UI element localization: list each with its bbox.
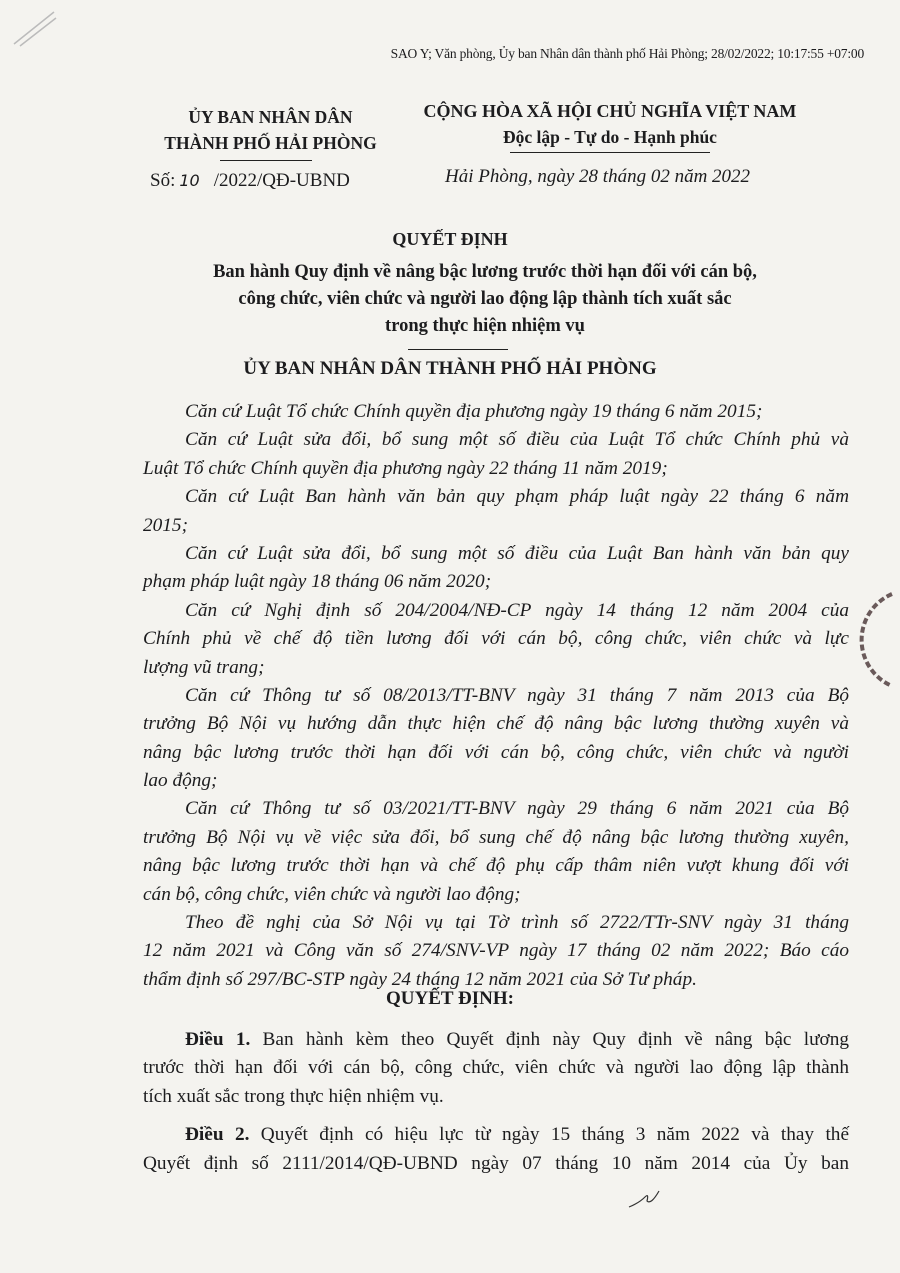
- number-suffix: /2022/QĐ-UBND: [213, 170, 350, 191]
- legal-basis-paragraph: [143, 426, 849, 483]
- legal-basis-line: trưởng Bộ Nội vụ về việc sửa đổi, bổ sung chế độ nâng bậc lương thường xuyên,: [143, 826, 849, 848]
- number-handwritten: 10: [179, 171, 200, 190]
- legal-bases: [143, 398, 849, 994]
- legal-basis-paragraph: [143, 597, 849, 682]
- legal-basis-line: Căn cứ Luật Ban hành văn bản quy phạm pháp luật ngày 22 tháng 6 năm: [185, 486, 849, 508]
- legal-basis-line: Theo đề nghị của Sở Nội vụ tại Tờ trình số 2722/TTr-SNV ngày 31 tháng: [185, 912, 849, 934]
- article-label: Điều 1.: [185, 1029, 251, 1050]
- document-number: [150, 170, 350, 192]
- article-label: Điều 2.: [185, 1124, 250, 1146]
- legal-basis-paragraph: [143, 909, 849, 994]
- article-text: Quyết định có hiệu lực từ ngày 15 tháng 3 năm 2022 và thay thế: [260, 1124, 850, 1146]
- legal-basis-line: thẩm định số 297/BC-STP ngày 24 tháng 12 năm 2021 của Sở Tư pháp.: [143, 968, 697, 990]
- article-line: [143, 1121, 849, 1149]
- national-motto: [400, 98, 820, 150]
- legal-basis-line: Luật Tổ chức Chính quyền địa phương ngày 22 tháng 11 năm 2019;: [143, 457, 668, 479]
- pen-mark-icon: [10, 8, 60, 48]
- article-line: tích xuất sắc trong thực hiện nhiệm vụ.: [143, 1085, 444, 1107]
- digital-copy-stamp: SAO Y; Văn phòng, Ủy ban Nhân dân thành phố Hải Phòng; 28/02/2022; 10:17:55 +07:00: [390, 46, 864, 61]
- article-line: [143, 1026, 849, 1054]
- country-name: CỘNG HÒA XÃ HỘI CHỦ NGHĨA VIỆT NAM: [423, 101, 797, 121]
- legal-basis-line: lượng vũ trang;: [143, 656, 265, 678]
- legal-basis-line: nâng bậc lương trước thời hạn đối với cán bộ, công chức, viên chức và người: [143, 741, 849, 763]
- legal-basis-line: Chính phủ về chế độ tiền lương đối với cán bộ, công chức, viên chức và lực: [143, 628, 849, 650]
- legal-basis-paragraph: [143, 540, 849, 597]
- legal-basis-line: Căn cứ Luật Tổ chức Chính quyền địa phương ngày 19 tháng 6 năm 2015;: [185, 401, 763, 422]
- document-title: QUYẾT ĐỊNH: [392, 229, 508, 249]
- legal-basis-line: 2015;: [143, 514, 188, 536]
- motto-underline: [510, 152, 710, 153]
- issue-date: Hải Phòng, ngày 28 tháng 02 năm 2022: [445, 166, 751, 187]
- legal-basis-line: Căn cứ Nghị định số 204/2004/NĐ-CP ngày 14 tháng 12 năm 2004 của: [185, 599, 849, 621]
- legal-basis-line: phạm pháp luật ngày 18 tháng 06 năm 2020;: [143, 571, 492, 593]
- subtitle-line: trong thực hiện nhiệm vụ: [385, 316, 585, 336]
- initial-signature-icon: [625, 1185, 665, 1215]
- legal-basis-line: lao động;: [143, 770, 218, 792]
- agency-line-1: ỦY BAN NHÂN DÂN: [188, 107, 353, 127]
- motto: Độc lập - Tự do - Hạnh phúc: [503, 127, 717, 147]
- legal-basis-line: trưởng Bộ Nội vụ hướng dẫn thực hiện chế độ nâng bậc lương thường xuyên và: [143, 713, 849, 735]
- legal-basis-line: cán bộ, công chức, viên chức và người lao động;: [143, 883, 521, 905]
- document-subtitle: [150, 259, 820, 340]
- legal-basis-line: Căn cứ Thông tư số 03/2021/TT-BNV ngày 29 tháng 6 năm 2021 của Bộ: [185, 798, 849, 820]
- legal-basis-line: Căn cứ Thông tư số 08/2013/TT-BNV ngày 31 tháng 7 năm 2013 của Bộ: [185, 684, 849, 706]
- legal-basis-paragraph: [143, 682, 849, 796]
- legal-basis-line: Căn cứ Luật sửa đổi, bổ sung một số điều của Luật Tổ chức Chính phủ và: [185, 429, 849, 451]
- subtitle-line: Ban hành Quy định về nâng bậc lương trước thời hạn đối với cán bộ,: [213, 262, 757, 282]
- number-prefix: Số:: [150, 170, 176, 191]
- red-seal-fragment-icon: [852, 590, 900, 690]
- legal-basis-line: nâng bậc lương trước thời hạn và chế độ phụ cấp thâm niên vượt khung đối với: [143, 855, 849, 877]
- agency-line-2: THÀNH PHỐ HẢI PHÒNG: [164, 133, 377, 153]
- article-line: trước thời hạn đối với cán bộ, công chức, viên chức và người lao động lập thành: [143, 1057, 849, 1079]
- subtitle-line: công chức, viên chức và người lao động lập thành tích xuất sắc: [238, 289, 732, 309]
- article-1: [143, 1026, 849, 1111]
- legal-basis-paragraph: [143, 483, 849, 540]
- article-2: [143, 1121, 849, 1178]
- article-line: Quyết định số 2111/2014/QĐ-UBND ngày 07 tháng 10 năm 2014 của Ủy ban: [143, 1152, 849, 1174]
- legal-basis-paragraph: [143, 398, 849, 426]
- legal-basis-line: 12 năm 2021 và Công văn số 274/SNV-VP ngày 17 tháng 02 năm 2022; Báo cáo: [143, 940, 849, 962]
- legal-basis-line: Căn cứ Luật sửa đổi, bổ sung một số điều của Luật Ban hành văn bản quy: [185, 542, 849, 564]
- legal-basis-paragraph: [143, 795, 849, 909]
- title-underline: [408, 349, 508, 350]
- article-text: Ban hành kèm theo Quyết định này Quy định về nâng bậc lương: [262, 1029, 850, 1050]
- articles: [143, 1026, 849, 1188]
- decision-heading: QUYẾT ĐỊNH:: [386, 988, 514, 1009]
- agency-underline: [220, 160, 312, 161]
- issuing-agency: [148, 104, 393, 156]
- issuing-authority: ỦY BAN NHÂN DÂN THÀNH PHỐ HẢI PHÒNG: [243, 358, 657, 379]
